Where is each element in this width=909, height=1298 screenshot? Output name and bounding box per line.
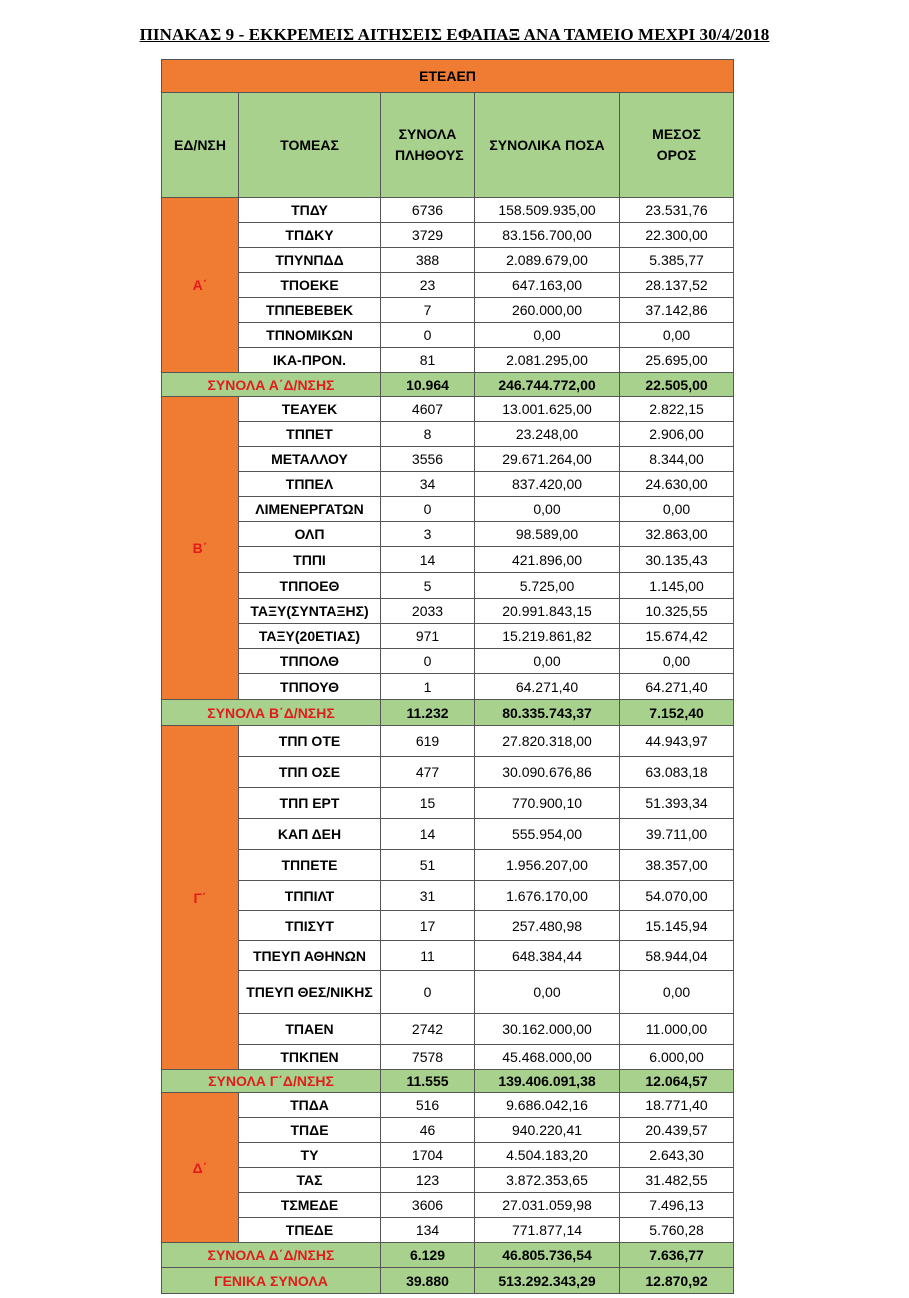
fund-name: ΜΕΤΑΛΛΟΥ	[239, 447, 381, 472]
table-row	[162, 1045, 734, 1070]
applications-count: 23	[381, 273, 475, 298]
table-row	[162, 599, 734, 624]
fund-name: ΤΠΟΕΚΕ	[239, 273, 381, 298]
fund-name: ΤΠΔΥ	[239, 198, 381, 223]
average-amount: 32.863,00	[620, 522, 734, 547]
average-amount: 15.674,42	[620, 624, 734, 649]
fund-name: ΤΠΠΕΤ	[239, 422, 381, 447]
section-total-amount: 80.335.743,37	[475, 700, 620, 726]
total-amount: 940.220,41	[475, 1118, 620, 1143]
average-amount: 5.760,28	[620, 1218, 734, 1243]
total-amount: 4.504.183,20	[475, 1143, 620, 1168]
section-total-label: ΣΥΝΟΛΑ Β΄Δ/ΝΣΗΣ	[162, 700, 381, 726]
section-total-row	[162, 373, 734, 397]
applications-count: 0	[381, 497, 475, 522]
table-row	[162, 941, 734, 971]
average-amount: 0,00	[620, 649, 734, 674]
fund-name: ΤΠΠΙ	[239, 547, 381, 573]
fund-name: ΤΠΚΠΕΝ	[239, 1045, 381, 1070]
applications-count: 46	[381, 1118, 475, 1143]
grand-total-count: 39.880	[381, 1268, 475, 1294]
directorate-label: Δ΄	[162, 1093, 239, 1243]
fund-name: ΤΕΑΥΕΚ	[239, 397, 381, 422]
table-row	[162, 573, 734, 599]
average-amount: 63.083,18	[620, 757, 734, 788]
applications-count: 14	[381, 819, 475, 850]
average-amount: 64.271,40	[620, 674, 734, 700]
applications-count: 51	[381, 850, 475, 881]
table-row	[162, 881, 734, 911]
fund-name: ΤΠΠΟΥΘ	[239, 674, 381, 700]
table-row	[162, 273, 734, 298]
average-amount: 25.695,00	[620, 348, 734, 373]
table-row	[162, 248, 734, 273]
fund-name: ΤΠΠ ΕΡΤ	[239, 788, 381, 819]
fund-name: ΤΠΠ ΟΣΕ	[239, 757, 381, 788]
table-row	[162, 1168, 734, 1193]
total-amount: 9.686.042,16	[475, 1093, 620, 1118]
applications-count: 7578	[381, 1045, 475, 1070]
total-amount: 27.820.318,00	[475, 726, 620, 757]
average-amount: 58.944,04	[620, 941, 734, 971]
grand-total-label: ΓΕΝΙΚΑ ΣΥΝΟΛΑ	[162, 1268, 381, 1294]
average-amount: 2.822,15	[620, 397, 734, 422]
grand-total-average: 12.870,92	[620, 1268, 734, 1294]
fund-name: ΤΠΠΟΛΘ	[239, 649, 381, 674]
table-row	[162, 649, 734, 674]
section-total-average: 12.064,57	[620, 1070, 734, 1093]
fund-name: ΤΠΠΙΛΤ	[239, 881, 381, 911]
average-amount: 23.531,76	[620, 198, 734, 223]
fund-name: ΤΠΔΑ	[239, 1093, 381, 1118]
table-row	[162, 422, 734, 447]
directorate-label: Γ΄	[162, 726, 239, 1070]
fund-name: ΤΠΔΚΥ	[239, 223, 381, 248]
applications-count: 31	[381, 881, 475, 911]
fund-name: ΤΠΑΕΝ	[239, 1014, 381, 1045]
total-amount: 13.001.625,00	[475, 397, 620, 422]
average-amount: 22.300,00	[620, 223, 734, 248]
table-row	[162, 298, 734, 323]
section-total-label: ΣΥΝΟΛΑ Δ΄Δ/ΝΣΗΣ	[162, 1243, 381, 1268]
section-total-amount: 139.406.091,38	[475, 1070, 620, 1093]
total-amount: 1.956.207,00	[475, 850, 620, 881]
section-total-amount: 46.805.736,54	[475, 1243, 620, 1268]
fund-name: ΤΠΙΣΥΤ	[239, 911, 381, 941]
average-amount: 0,00	[620, 323, 734, 348]
total-amount: 0,00	[475, 323, 620, 348]
table-row	[162, 911, 734, 941]
table-row	[162, 1014, 734, 1045]
total-amount: 64.271,40	[475, 674, 620, 700]
table-row	[162, 497, 734, 522]
fund-name: ΤΠΕΔΕ	[239, 1218, 381, 1243]
average-amount: 11.000,00	[620, 1014, 734, 1045]
average-amount: 1.145,00	[620, 573, 734, 599]
table-row	[162, 819, 734, 850]
average-amount: 44.943,97	[620, 726, 734, 757]
table-row	[162, 522, 734, 547]
section-total-average: 7.636,77	[620, 1243, 734, 1268]
average-amount: 54.070,00	[620, 881, 734, 911]
applications-count: 6736	[381, 198, 475, 223]
applications-count: 971	[381, 624, 475, 649]
fund-name: ΤΠΠΟΕΘ	[239, 573, 381, 599]
average-amount: 8.344,00	[620, 447, 734, 472]
directorate-label: Β΄	[162, 397, 239, 700]
applications-count: 0	[381, 323, 475, 348]
total-amount: 555.954,00	[475, 819, 620, 850]
total-amount: 45.468.000,00	[475, 1045, 620, 1070]
table-row	[162, 726, 734, 757]
total-amount: 0,00	[475, 971, 620, 1014]
average-amount: 20.439,57	[620, 1118, 734, 1143]
average-amount: 28.137,52	[620, 273, 734, 298]
applications-count: 123	[381, 1168, 475, 1193]
total-amount: 837.420,00	[475, 472, 620, 497]
table-row	[162, 1193, 734, 1218]
fund-name: ΤΠΠΕΤΕ	[239, 850, 381, 881]
applications-count: 3729	[381, 223, 475, 248]
total-amount: 0,00	[475, 649, 620, 674]
total-amount: 0,00	[475, 497, 620, 522]
applications-count: 3556	[381, 447, 475, 472]
section-total-count: 11.232	[381, 700, 475, 726]
table-row	[162, 1118, 734, 1143]
fund-name: ΤΠΕΥΠ ΘΕΣ/ΝΙΚΗΣ	[239, 971, 381, 1014]
header-count: ΣΥΝΟΛΑ ΠΛΗΘΟΥΣ	[381, 93, 475, 198]
applications-count: 4607	[381, 397, 475, 422]
organization-name: ΕΤΕΑΕΠ	[162, 60, 734, 93]
section-total-row	[162, 1243, 734, 1268]
fund-name: ΤΣΜΕΔΕ	[239, 1193, 381, 1218]
total-amount: 1.676.170,00	[475, 881, 620, 911]
average-amount: 18.771,40	[620, 1093, 734, 1118]
fund-name: ΚΑΠ ΔΕΗ	[239, 819, 381, 850]
applications-count: 14	[381, 547, 475, 573]
table-row	[162, 1218, 734, 1243]
applications-count: 17	[381, 911, 475, 941]
fund-name: ΤΠΠ ΟΤΕ	[239, 726, 381, 757]
header-directorate: ΕΔ/ΝΣΗ	[162, 93, 239, 198]
table-row	[162, 547, 734, 573]
table-row	[162, 1143, 734, 1168]
applications-count: 388	[381, 248, 475, 273]
fund-name: ΤΠΥΝΠΔΔ	[239, 248, 381, 273]
applications-count: 11	[381, 941, 475, 971]
fund-name: ΤΠΠΕΒΕΒΕΚ	[239, 298, 381, 323]
average-amount: 39.711,00	[620, 819, 734, 850]
header-amount: ΣΥΝΟΛΙΚΑ ΠΟΣΑ	[475, 93, 620, 198]
grand-total-amount: 513.292.343,29	[475, 1268, 620, 1294]
average-amount: 6.000,00	[620, 1045, 734, 1070]
applications-count: 0	[381, 649, 475, 674]
table-row	[162, 674, 734, 700]
average-amount: 30.135,43	[620, 547, 734, 573]
average-amount: 2.643,30	[620, 1143, 734, 1168]
applications-count: 1704	[381, 1143, 475, 1168]
table-row	[162, 850, 734, 881]
fund-name: ΛΙΜΕΝΕΡΓΑΤΩΝ	[239, 497, 381, 522]
average-amount: 2.906,00	[620, 422, 734, 447]
section-total-count: 11.555	[381, 1070, 475, 1093]
fund-name: ΤΠΕΥΠ ΑΘΗΝΩΝ	[239, 941, 381, 971]
table-row	[162, 971, 734, 1014]
total-amount: 421.896,00	[475, 547, 620, 573]
applications-count: 15	[381, 788, 475, 819]
column-header-row	[162, 93, 734, 198]
table-row	[162, 624, 734, 649]
total-amount: 647.163,00	[475, 273, 620, 298]
section-total-average: 7.152,40	[620, 700, 734, 726]
total-amount: 257.480,98	[475, 911, 620, 941]
fund-name: ΟΛΠ	[239, 522, 381, 547]
fund-name: ΤΑΞΥ(ΣΥΝΤΑΞΗΣ)	[239, 599, 381, 624]
applications-count: 134	[381, 1218, 475, 1243]
average-amount: 0,00	[620, 497, 734, 522]
average-amount: 15.145,94	[620, 911, 734, 941]
applications-count: 477	[381, 757, 475, 788]
table-row	[162, 198, 734, 223]
section-total-row	[162, 700, 734, 726]
fund-name: ΤΠΔΕ	[239, 1118, 381, 1143]
organization-header-row	[162, 60, 734, 93]
average-amount: 24.630,00	[620, 472, 734, 497]
fund-name: ΤΠΝΟΜΙΚΩΝ	[239, 323, 381, 348]
header-sector: ΤΟΜΕΑΣ	[239, 93, 381, 198]
fund-name: ΤΑΣ	[239, 1168, 381, 1193]
total-amount: 15.219.861,82	[475, 624, 620, 649]
document-title: ΠΙΝΑΚΑΣ 9 - ΕΚΚΡΕΜΕΙΣ ΑΙΤΗΣΕΙΣ ΕΦΑΠΑΞ ΑΝΑ ΤΑΜΕΙΟ ΜΕΧΡΙ 30/4/2018	[139, 25, 770, 44]
pending-applications-table	[161, 59, 734, 1294]
total-amount: 83.156.700,00	[475, 223, 620, 248]
applications-count: 81	[381, 348, 475, 373]
table-row	[162, 348, 734, 373]
total-amount: 3.872.353,65	[475, 1168, 620, 1193]
total-amount: 2.081.295,00	[475, 348, 620, 373]
total-amount: 5.725,00	[475, 573, 620, 599]
average-amount: 37.142,86	[620, 298, 734, 323]
total-amount: 23.248,00	[475, 422, 620, 447]
average-amount: 38.357,00	[620, 850, 734, 881]
header-average: ΜΕΣΟΣ ΟΡΟΣ	[620, 93, 734, 198]
total-amount: 30.090.676,86	[475, 757, 620, 788]
section-total-count: 6.129	[381, 1243, 475, 1268]
applications-count: 2742	[381, 1014, 475, 1045]
average-amount: 51.393,34	[620, 788, 734, 819]
table-row	[162, 757, 734, 788]
total-amount: 30.162.000,00	[475, 1014, 620, 1045]
total-amount: 2.089.679,00	[475, 248, 620, 273]
total-amount: 29.671.264,00	[475, 447, 620, 472]
table-row	[162, 323, 734, 348]
table-row	[162, 788, 734, 819]
section-total-count: 10.964	[381, 373, 475, 397]
average-amount: 7.496,13	[620, 1193, 734, 1218]
table-row	[162, 1093, 734, 1118]
table-row	[162, 472, 734, 497]
applications-count: 619	[381, 726, 475, 757]
average-amount: 10.325,55	[620, 599, 734, 624]
section-total-amount: 246.744.772,00	[475, 373, 620, 397]
total-amount: 20.991.843,15	[475, 599, 620, 624]
table-body	[162, 60, 734, 1294]
fund-name: ΤΑΞΥ(20ΕΤΙΑΣ)	[239, 624, 381, 649]
total-amount: 771.877,14	[475, 1218, 620, 1243]
total-amount: 260.000,00	[475, 298, 620, 323]
applications-count: 3	[381, 522, 475, 547]
table-row	[162, 223, 734, 248]
applications-count: 2033	[381, 599, 475, 624]
section-total-row	[162, 1070, 734, 1093]
applications-count: 8	[381, 422, 475, 447]
total-amount: 770.900,10	[475, 788, 620, 819]
total-amount: 27.031.059,98	[475, 1193, 620, 1218]
total-amount: 648.384,44	[475, 941, 620, 971]
fund-name: ΤΥ	[239, 1143, 381, 1168]
directorate-label: Α΄	[162, 198, 239, 373]
applications-count: 5	[381, 573, 475, 599]
grand-total-row	[162, 1268, 734, 1294]
average-amount: 5.385,77	[620, 248, 734, 273]
table-row	[162, 447, 734, 472]
applications-count: 3606	[381, 1193, 475, 1218]
section-total-average: 22.505,00	[620, 373, 734, 397]
fund-name: ΤΠΠΕΛ	[239, 472, 381, 497]
applications-count: 0	[381, 971, 475, 1014]
total-amount: 158.509.935,00	[475, 198, 620, 223]
section-total-label: ΣΥΝΟΛΑ Γ΄Δ/ΝΣΗΣ	[162, 1070, 381, 1093]
table-row	[162, 397, 734, 422]
total-amount: 98.589,00	[475, 522, 620, 547]
applications-count: 7	[381, 298, 475, 323]
section-total-label: ΣΥΝΟΛΑ Α΄Δ/ΝΣΗΣ	[162, 373, 381, 397]
applications-count: 1	[381, 674, 475, 700]
fund-name: ΙΚΑ-ΠΡΟΝ.	[239, 348, 381, 373]
average-amount: 31.482,55	[620, 1168, 734, 1193]
applications-count: 34	[381, 472, 475, 497]
applications-count: 516	[381, 1093, 475, 1118]
average-amount: 0,00	[620, 971, 734, 1014]
